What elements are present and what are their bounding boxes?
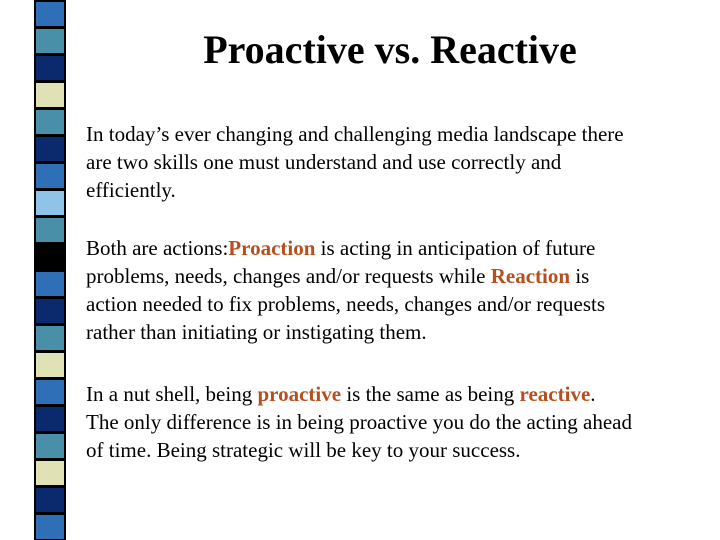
paragraph-definitions: [86, 234, 716, 346]
definitions-line-1b: is acting in anticipation of future: [315, 236, 596, 260]
stripe-block: [35, 487, 65, 513]
paragraph-intro: [86, 120, 716, 204]
decorative-stripe: [0, 0, 68, 540]
stripe-block: [35, 163, 65, 189]
paragraph-intro-line-1: In today’s ever changing and challenging media landscape there: [86, 122, 624, 146]
definitions-line-2a: problems, needs, changes and/or requests while: [86, 264, 491, 288]
stripe-block: [35, 1, 65, 27]
stripe-block: [35, 460, 65, 486]
term-reactive: reactive: [519, 382, 591, 406]
stripe-block: [35, 136, 65, 162]
summary-line-1c: .: [590, 382, 596, 406]
paragraph-intro-line-3: efficiently.: [86, 178, 176, 202]
definitions-line-3: action needed to fix problems, needs, changes and/or requests: [86, 292, 606, 316]
stripe-block: [35, 244, 65, 270]
stripe-block: [35, 352, 65, 378]
stripe-block: [35, 298, 65, 324]
summary-line-1b: is the same as being: [341, 382, 520, 406]
summary-line-2: The only difference is in being proactive you do the acting ahead: [86, 410, 632, 434]
stripe-block: [35, 406, 65, 432]
stripe-block: [35, 217, 65, 243]
definitions-line-2b: is: [570, 264, 590, 288]
slide-title: Proactive vs. Reactive: [203, 27, 577, 72]
stripe-block: [35, 82, 65, 108]
stripe-block: [35, 28, 65, 54]
term-proactive: proactive: [257, 382, 342, 406]
term-proaction: Proaction: [228, 236, 316, 260]
definitions-line-1a: Both are actions:: [86, 236, 229, 260]
stripe-block: [35, 55, 65, 81]
paragraph-summary: [86, 380, 716, 464]
stripe-block: [35, 433, 65, 459]
stripe-block: [35, 271, 65, 297]
definitions-line-4: rather than initiating or instigating them.: [86, 320, 427, 344]
stripe-block: [35, 109, 65, 135]
stripe-block: [35, 379, 65, 405]
term-reaction: Reaction: [490, 264, 571, 288]
summary-line-3: of time. Being strategic will be key to your success.: [86, 438, 521, 462]
stripe-block: [35, 514, 65, 540]
summary-line-1a: In a nut shell, being: [86, 382, 258, 406]
paragraph-intro-line-2: are two skills one must understand and use correctly and: [86, 150, 562, 174]
stripe-block: [35, 190, 65, 216]
stripe-block: [35, 325, 65, 351]
